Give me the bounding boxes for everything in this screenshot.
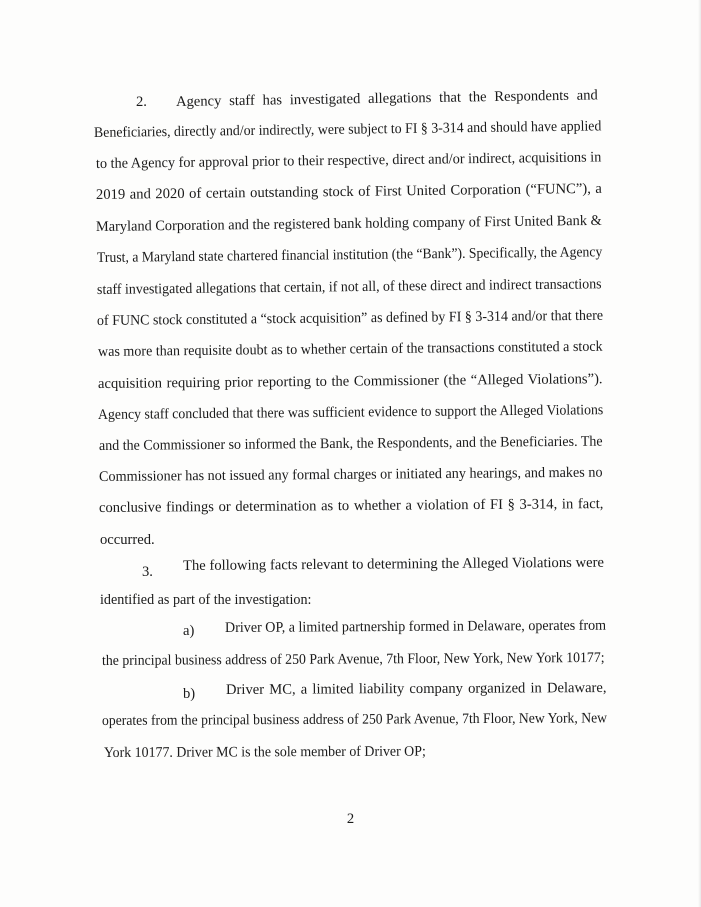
paragraph-line: identified as part of the investigation: (100, 592, 312, 608)
list-item-line: Driver MC, a limited liability company organized in Delaware, (225, 680, 607, 698)
paragraph-number: 2. (136, 94, 147, 110)
paragraph-line: Trust, a Maryland state chartered financial institution (the “Bank”). Specifically, the Agency (96, 244, 603, 266)
paragraph-line: acquisition requiring prior reporting to the Commissioner (the “Alleged Violations”). (97, 371, 603, 392)
paragraph-line: staff investigated allegations that certain, if not all, of these direct and indirect transactions (96, 276, 602, 298)
paragraph-line: occurred. (100, 532, 155, 548)
page-number: 2 (346, 811, 355, 827)
paragraph-line: Beneficiaries, directly and/or indirectly, were subject to FI § 3-314 and should have applied (93, 118, 602, 141)
paragraph-line: Agency staff has investigated allegations that the Respondents and (175, 87, 598, 110)
paragraph-line: 2019 and 2020 of certain outstanding stock of First United Corporation (“FUNC”), a (95, 180, 602, 203)
paragraph-line: and the Commissioner so informed the Bank, the Respondents, and the Beneficiaries. The (98, 433, 603, 454)
list-item-line: York 10177. Driver MC is the sole member of Driver OP; (103, 743, 426, 761)
paragraph-line: The following facts relevant to determining the Alleged Violations were (182, 554, 604, 574)
paragraph-line: to the Agency for approval prior to their respective, direct and/or indirect, acquisitions in (95, 149, 602, 172)
paragraph-line: Commissioner has not issued any formal charges or initiated any hearings, and makes no (98, 464, 603, 485)
list-item-line: operates from the principal business address of 250 Park Avenue, 7th Floor, New York, New (101, 710, 608, 729)
paragraph-line: of FUNC stock constituted a “stock acquisition” as defined by FI § 3-314 and/or that there (96, 307, 604, 329)
paragraph-number: 3. (142, 564, 153, 580)
list-item-line: the principal business address of 250 Park Avenue, 7th Floor, New York, New York 10177; (101, 649, 605, 669)
list-item-line: Driver OP, a limited partnership formed in Delaware, operates from (224, 617, 607, 636)
paragraph-line: was more than requisite doubt as to whether certain of the transactions constituted a stock (97, 338, 603, 360)
list-item-label: a) (183, 623, 195, 639)
paragraph-line: Maryland Corporation and the registered bank holding company of First United Bank & (95, 212, 602, 235)
paragraph-line: Agency staff concluded that there was sufficient evidence to support the Alleged Violations (97, 402, 604, 423)
list-item-label: b) (183, 686, 196, 702)
paragraph-line: conclusive findings or determination as to whether a violation of FI § 3-314, in fact, (98, 496, 604, 516)
